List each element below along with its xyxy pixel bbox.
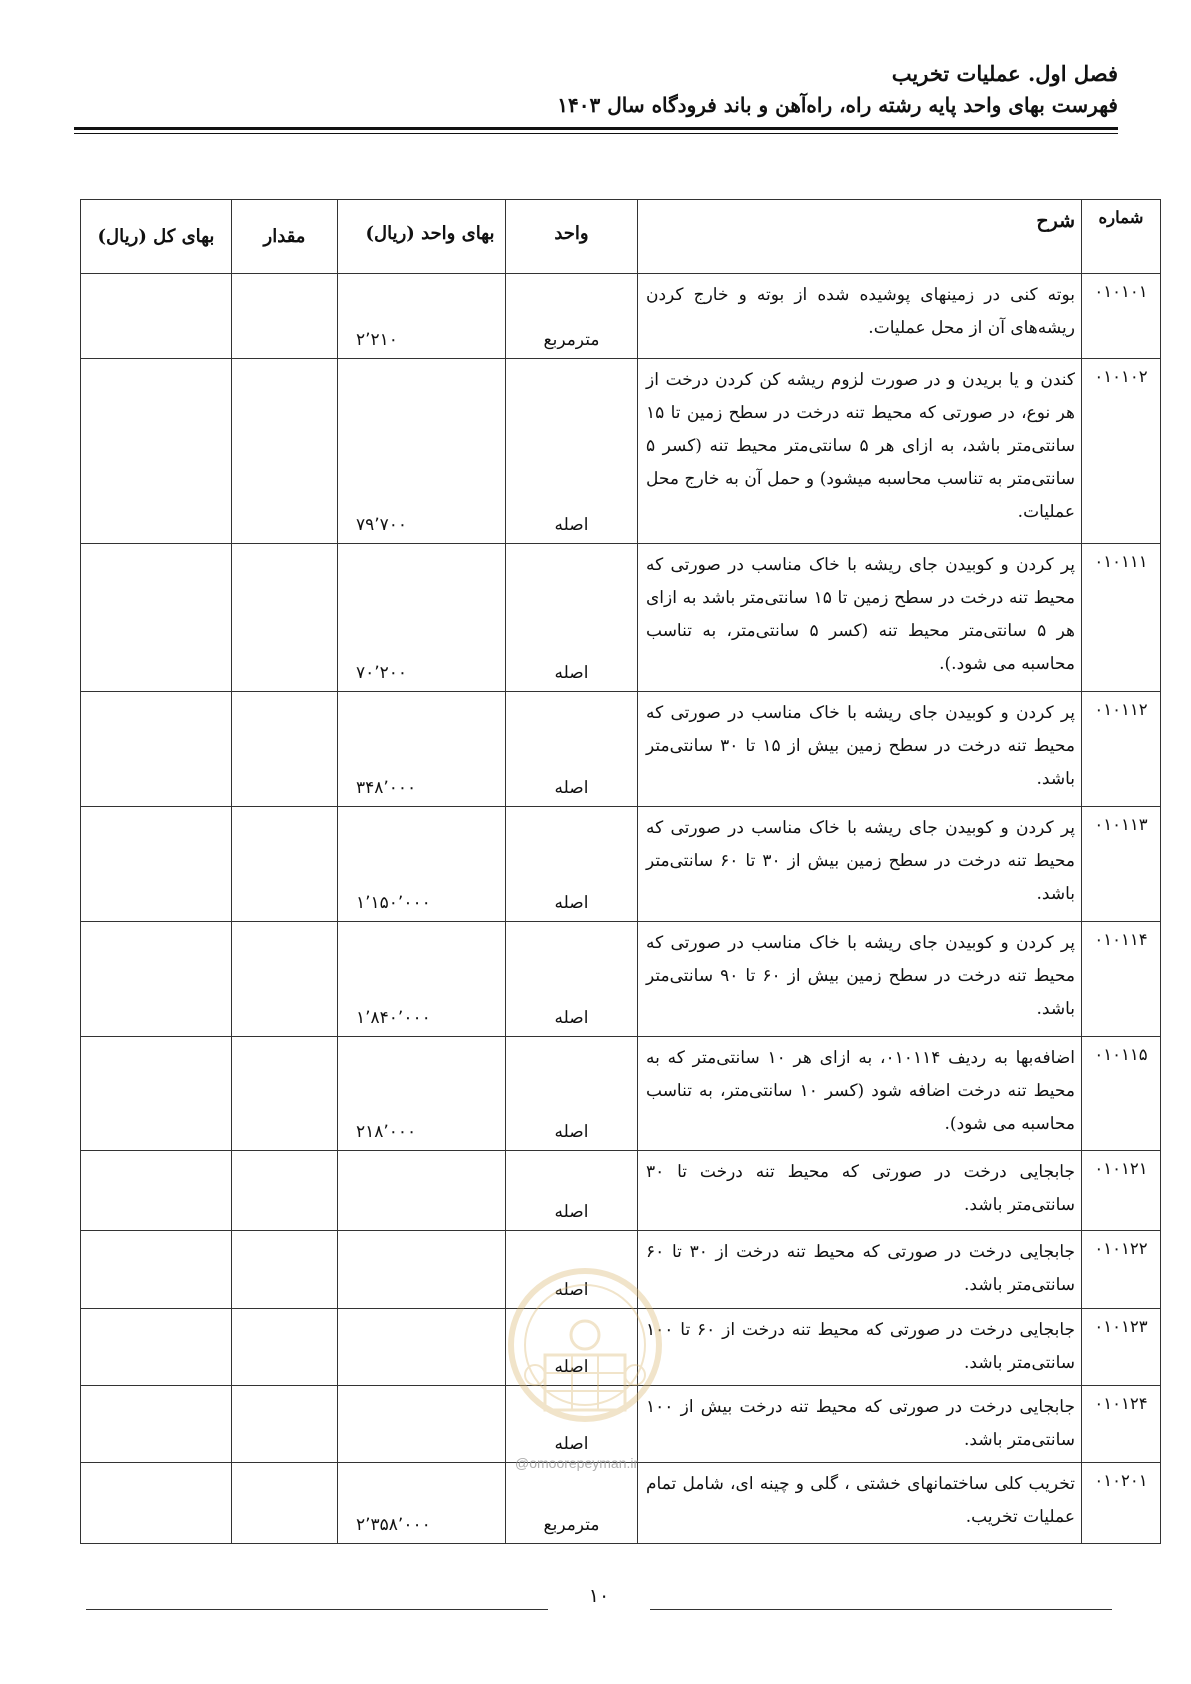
row-description: اضافه‌بها به ردیف ۰۱۰۱۱۴، به ازای هر ۱۰ سانتی‌متر که به محیط تنه درخت اضافه شود (کسر ۱۰ سانتی‌متر، به تناسب محاسبه می شود).: [638, 1037, 1082, 1151]
row-unit: اصله: [506, 544, 638, 692]
row-description: جابجایی درخت در صورتی که محیط تنه درخت از ۳۰ تا ۶۰ سانتی‌متر باشد.: [638, 1231, 1082, 1309]
document-title: فهرست بهای واحد پایه رشته راه، راه‌آهن و باند فرودگاه سال ۱۴۰۳: [557, 93, 1118, 117]
table-row: [81, 1463, 1161, 1544]
price-list-table: [80, 199, 1161, 1544]
row-total-price: [81, 544, 232, 692]
row-unit: اصله: [506, 359, 638, 544]
column-header-description: شرح: [638, 200, 1082, 274]
row-unit-price: [338, 1231, 506, 1309]
table-header-row: [81, 200, 1161, 274]
column-header-unit-price: بهای واحد (ریال): [338, 200, 506, 274]
row-quantity: [232, 359, 338, 544]
table-row: [81, 807, 1161, 922]
row-total-price: [81, 807, 232, 922]
row-number: ۰۱۰۱۲۱: [1082, 1151, 1161, 1231]
row-unit-price: ۲٬۳۵۸٬۰۰۰: [338, 1463, 506, 1544]
chapter-title: فصل اول. عملیات تخریب: [891, 61, 1118, 86]
row-number: ۰۱۰۱۰۱: [1082, 274, 1161, 359]
row-description: پر کردن و کوبیدن جای ریشه با خاک مناسب در صورتی که محیط تنه درخت در سطح زمین تا ۱۵ سانتی‌متر باشد به ازای هر ۵ سانتی‌متر محیط تنه (کسر ۵ سانتی‌متر، به تناسب محاسبه می شود.).: [638, 544, 1082, 692]
row-unit-price: ۱٬۱۵۰٬۰۰۰: [338, 807, 506, 922]
row-unit: اصله: [506, 922, 638, 1037]
table-row: [81, 359, 1161, 544]
row-unit-price: ۷۰٬۲۰۰: [338, 544, 506, 692]
row-description: کندن و یا بریدن و در صورت لزوم ریشه کن کردن درخت از هر نوع، در صورتی که محیط تنه درخت در سطح زمین تا ۱۵ سانتی‌متر باشد، به ازای هر ۵ سانتی‌متر محیط تنه (کسر ۵ سانتی‌متر به تناسب محاسبه میشود) و حمل آن به خارج محل عملیات.: [638, 359, 1082, 544]
row-unit: مترمربع: [506, 274, 638, 359]
footer-rule-right: [650, 1609, 1112, 1610]
row-description: پر کردن و کوبیدن جای ریشه با خاک مناسب در صورتی که محیط تنه درخت در سطح زمین بیش از ۶۰ تا ۹۰ سانتی‌متر باشد.: [638, 922, 1082, 1037]
row-unit-price: ۱٬۸۴۰٬۰۰۰: [338, 922, 506, 1037]
row-unit-price: ۳۴۸٬۰۰۰: [338, 692, 506, 807]
row-quantity: [232, 274, 338, 359]
row-description: جابجایی درخت در صورتی که محیط تنه درخت تا ۳۰ سانتی‌متر باشد.: [638, 1151, 1082, 1231]
row-quantity: [232, 807, 338, 922]
column-header-unit: واحد: [506, 200, 638, 274]
table-row: [81, 922, 1161, 1037]
row-total-price: [81, 1037, 232, 1151]
column-header-quantity: مقدار: [232, 200, 338, 274]
row-total-price: [81, 1463, 232, 1544]
row-description: پر کردن و کوبیدن جای ریشه با خاک مناسب در صورتی که محیط تنه درخت در سطح زمین بیش از ۱۵ تا ۳۰ سانتی‌متر باشد.: [638, 692, 1082, 807]
row-number: ۰۱۰۱۱۵: [1082, 1037, 1161, 1151]
row-total-price: [81, 1151, 232, 1231]
row-total-price: [81, 922, 232, 1037]
row-number: ۰۱۰۱۲۳: [1082, 1309, 1161, 1386]
row-total-price: [81, 1309, 232, 1386]
table-row: [81, 1037, 1161, 1151]
row-quantity: [232, 922, 338, 1037]
row-number: ۰۱۰۱۱۳: [1082, 807, 1161, 922]
row-unit: اصله: [506, 1037, 638, 1151]
row-number: ۰۱۰۱۱۲: [1082, 692, 1161, 807]
page-header: [74, 58, 1118, 120]
watermark-text: @omoorepeyman.ir: [515, 1455, 639, 1471]
row-unit: اصله: [506, 1309, 638, 1386]
table-row: [81, 1151, 1161, 1231]
row-number: ۰۱۰۱۲۲: [1082, 1231, 1161, 1309]
row-unit-price: ۲٬۲۱۰: [338, 274, 506, 359]
row-unit: اصله: [506, 1151, 638, 1231]
row-total-price: [81, 274, 232, 359]
table-row: [81, 1309, 1161, 1386]
row-number: ۰۱۰۱۲۴: [1082, 1386, 1161, 1463]
row-quantity: [232, 544, 338, 692]
row-unit-price: [338, 1386, 506, 1463]
row-description: پر کردن و کوبیدن جای ریشه با خاک مناسب در صورتی که محیط تنه درخت در سطح زمین بیش از ۳۰ تا ۶۰ سانتی‌متر باشد.: [638, 807, 1082, 922]
column-header-number: شماره: [1082, 200, 1161, 274]
row-total-price: [81, 359, 232, 544]
row-total-price: [81, 1231, 232, 1309]
row-unit-price: ۲۱۸٬۰۰۰: [338, 1037, 506, 1151]
row-quantity: [232, 1231, 338, 1309]
row-quantity: [232, 1309, 338, 1386]
row-description: بوته کنی در زمینهای پوشیده شده از بوته و خارج کردن ریشه‌های آن از محل عملیات.: [638, 274, 1082, 359]
row-description: جابجایی درخت در صورتی که محیط تنه درخت از ۶۰ تا ۱۰۰ سانتی‌متر باشد.: [638, 1309, 1082, 1386]
row-unit: اصله: [506, 1231, 638, 1309]
row-description: جابجایی درخت در صورتی که محیط تنه درخت بیش از ۱۰۰ سانتی‌متر باشد.: [638, 1386, 1082, 1463]
column-header-total-price: بهای کل (ریال): [81, 200, 232, 274]
header-rule: [74, 127, 1118, 134]
row-unit-price: ۷۹٬۷۰۰: [338, 359, 506, 544]
row-unit: اصله: [506, 692, 638, 807]
row-quantity: [232, 1386, 338, 1463]
row-unit-price: [338, 1151, 506, 1231]
row-number: ۰۱۰۱۰۲: [1082, 359, 1161, 544]
table-row: [81, 1386, 1161, 1463]
row-number: ۰۱۰۱۱۴: [1082, 922, 1161, 1037]
row-number: ۰۱۰۱۱۱: [1082, 544, 1161, 692]
page-number: ۱۰: [588, 1585, 610, 1607]
row-unit: مترمربع: [506, 1463, 638, 1544]
row-total-price: [81, 692, 232, 807]
row-quantity: [232, 1463, 338, 1544]
row-description: تخریب کلی ساختمانهای خشتی ، گلی و چینه ای، شامل تمام عملیات تخریب.: [638, 1463, 1082, 1544]
table-row: [81, 274, 1161, 359]
row-total-price: [81, 1386, 232, 1463]
table-row: [81, 544, 1161, 692]
row-unit-price: [338, 1309, 506, 1386]
row-unit: اصله: [506, 1386, 638, 1463]
row-unit: اصله: [506, 807, 638, 922]
table-row: [81, 1231, 1161, 1309]
row-quantity: [232, 692, 338, 807]
row-quantity: [232, 1151, 338, 1231]
row-number: ۰۱۰۲۰۱: [1082, 1463, 1161, 1544]
table-row: [81, 692, 1161, 807]
row-quantity: [232, 1037, 338, 1151]
footer-rule-left: [86, 1609, 548, 1610]
